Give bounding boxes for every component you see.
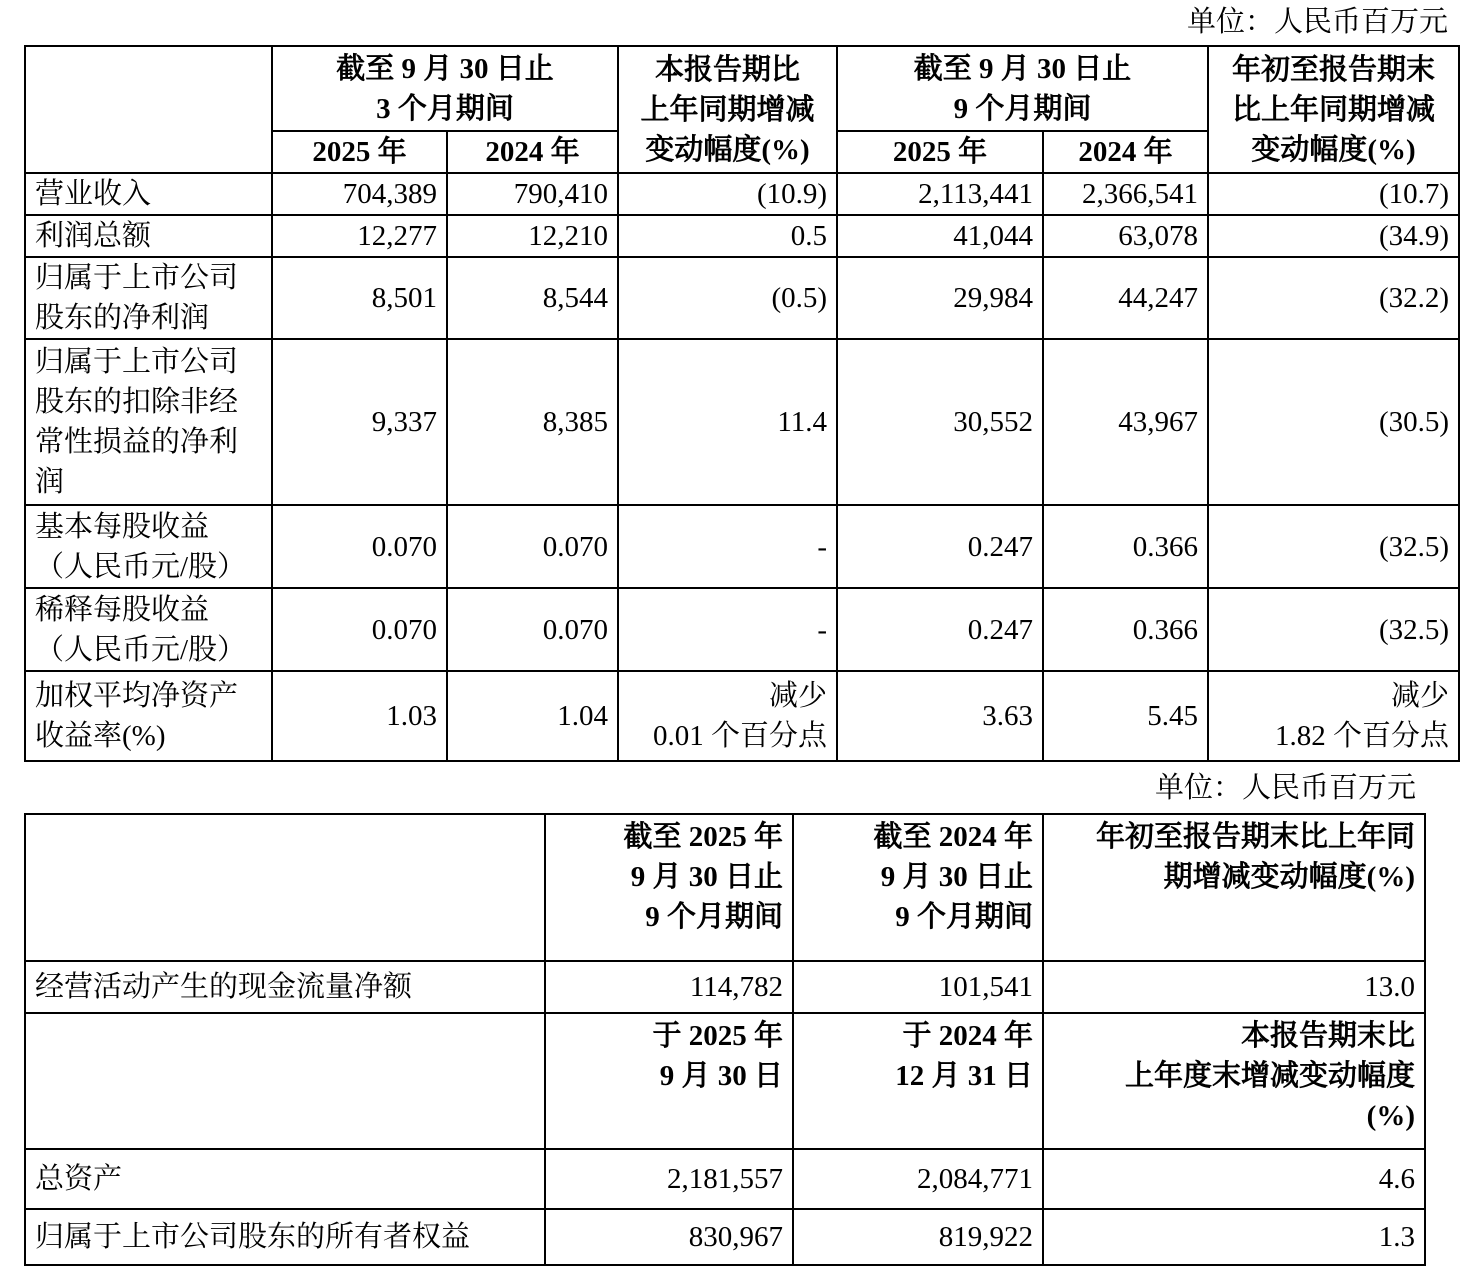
cell-value: 4.6 — [1043, 1149, 1425, 1209]
cell-change: 减少 0.01 个百分点 — [618, 671, 837, 761]
cell-change: (10.7) — [1208, 173, 1459, 215]
cell-change: (32.2) — [1208, 257, 1459, 339]
header-year-2024-ytd: 2024 年 — [1043, 131, 1208, 173]
cell-value: 63,078 — [1043, 215, 1208, 257]
cell-change: (32.5) — [1208, 588, 1459, 671]
header-year-2025: 2025 年 — [272, 131, 447, 173]
cell-value: 8,544 — [447, 257, 618, 339]
table-row — [25, 257, 1459, 339]
cell-value: 30,552 — [837, 339, 1043, 505]
header-ytd-change: 年初至报告期末比上年同 期增减变动幅度(%) — [1043, 814, 1425, 961]
table-row — [25, 961, 1425, 1013]
cell-change: 11.4 — [618, 339, 837, 505]
table-row — [25, 505, 1459, 588]
cell-value: 0.366 — [1043, 588, 1208, 671]
header-ytd-period: 截至 9 月 30 日止 9 个月期间 — [837, 46, 1208, 131]
header-blank — [25, 814, 545, 961]
header-ytd-2025: 截至 2025 年 9 月 30 日止 9 个月期间 — [545, 814, 793, 961]
table-row — [25, 173, 1459, 215]
header-q3-change: 本报告期比 上年同期增减 变动幅度(%) — [618, 46, 837, 173]
cell-value: 1.3 — [1043, 1209, 1425, 1265]
cell-value: 0.070 — [272, 505, 447, 588]
cell-value: 1.03 — [272, 671, 447, 761]
cell-change: (32.5) — [1208, 505, 1459, 588]
cell-value: 2,181,557 — [545, 1149, 793, 1209]
header-blank — [25, 46, 272, 173]
row-label: 稀释每股收益 （人民币元/股） — [25, 588, 272, 671]
cell-value: 0.247 — [837, 505, 1043, 588]
cell-value: 41,044 — [837, 215, 1043, 257]
cell-change: - — [618, 505, 837, 588]
cell-change: (30.5) — [1208, 339, 1459, 505]
table-row — [25, 671, 1459, 761]
cell-value: 12,277 — [272, 215, 447, 257]
table-row — [25, 1209, 1425, 1265]
table-row — [25, 588, 1459, 671]
header-period-end-change: 本报告期末比 上年度末增减变动幅度 (%) — [1043, 1013, 1425, 1149]
cell-value: 43,967 — [1043, 339, 1208, 505]
header-date-2025: 于 2025 年 9 月 30 日 — [545, 1013, 793, 1149]
cell-value: 1.04 — [447, 671, 618, 761]
cell-value: 9,337 — [272, 339, 447, 505]
table-row — [25, 1149, 1425, 1209]
row-label: 营业收入 — [25, 173, 272, 215]
cell-value: 5.45 — [1043, 671, 1208, 761]
cell-change: (0.5) — [618, 257, 837, 339]
cell-change: 0.5 — [618, 215, 837, 257]
cell-value: 790,410 — [447, 173, 618, 215]
table-row — [25, 215, 1459, 257]
cell-value: 114,782 — [545, 961, 793, 1013]
cell-value: 2,366,541 — [1043, 173, 1208, 215]
cell-value: 704,389 — [272, 173, 447, 215]
header-year-2025-ytd: 2025 年 — [837, 131, 1043, 173]
unit-label: 单位：人民币百万元 — [1186, 6, 1448, 38]
cell-value: 830,967 — [545, 1209, 793, 1265]
table-row — [25, 339, 1459, 505]
row-label: 利润总额 — [25, 215, 272, 257]
cell-value: 0.070 — [447, 505, 618, 588]
cell-value: 819,922 — [793, 1209, 1043, 1265]
cell-value: 0.070 — [272, 588, 447, 671]
cell-change: (34.9) — [1208, 215, 1459, 257]
cell-change: 减少 1.82 个百分点 — [1208, 671, 1459, 761]
header-ytd-change: 年初至报告期末 比上年同期增减 变动幅度(%) — [1208, 46, 1459, 173]
cashflow-assets-table — [24, 813, 1426, 1266]
header-blank — [25, 1013, 545, 1149]
cell-value: 2,113,441 — [837, 173, 1043, 215]
unit-label: 单位：人民币百万元 — [1154, 772, 1416, 804]
cell-value: 29,984 — [837, 257, 1043, 339]
row-label: 归属于上市公司 股东的净利润 — [25, 257, 272, 339]
cell-value: 0.366 — [1043, 505, 1208, 588]
header-ytd-2024: 截至 2024 年 9 月 30 日止 9 个月期间 — [793, 814, 1043, 961]
cell-value: 0.247 — [837, 588, 1043, 671]
row-label: 经营活动产生的现金流量净额 — [25, 961, 545, 1013]
cell-value: 12,210 — [447, 215, 618, 257]
row-label: 加权平均净资产 收益率(%) — [25, 671, 272, 761]
row-label: 总资产 — [25, 1149, 545, 1209]
cell-change: (10.9) — [618, 173, 837, 215]
header-year-2024: 2024 年 — [447, 131, 618, 173]
row-label: 基本每股收益 （人民币元/股） — [25, 505, 272, 588]
row-label: 归属于上市公司股东的所有者权益 — [25, 1209, 545, 1265]
row-label: 归属于上市公司 股东的扣除非经 常性损益的净利 润 — [25, 339, 272, 505]
financial-summary-table — [24, 45, 1460, 762]
cell-value: 13.0 — [1043, 961, 1425, 1013]
cell-value: 8,501 — [272, 257, 447, 339]
cell-value: 101,541 — [793, 961, 1043, 1013]
cell-value: 3.63 — [837, 671, 1043, 761]
cell-change: - — [618, 588, 837, 671]
cell-value: 2,084,771 — [793, 1149, 1043, 1209]
header-date-2024: 于 2024 年 12 月 31 日 — [793, 1013, 1043, 1149]
cell-value: 8,385 — [447, 339, 618, 505]
header-q3-period: 截至 9 月 30 日止 3 个月期间 — [272, 46, 618, 131]
cell-value: 0.070 — [447, 588, 618, 671]
cell-value: 44,247 — [1043, 257, 1208, 339]
